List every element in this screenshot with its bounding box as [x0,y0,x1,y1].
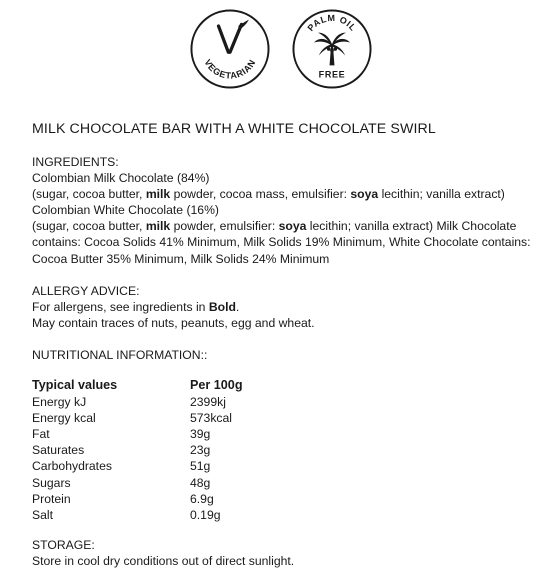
nutrient-label: Sugars [32,475,71,490]
table-row [32,491,243,507]
storage-section [32,537,552,569]
typical-values-header: Typical values [32,378,118,393]
allergy-text: For allergens, see ingredients in [32,299,209,314]
ingredients-heading: INGREDIENTS: [32,155,119,169]
nutrient-label: Protein [32,491,71,506]
ingredients-text: lecithin; vanilla extract) [378,187,505,202]
palm-oil-label: PALM OIL [305,13,359,34]
nutrient-value: 23g [190,443,211,458]
vegetarian-badge [189,8,271,90]
table-row [32,394,243,410]
nutrient-value: 573kcal [190,411,233,426]
palm-oil-free-badge [291,8,373,90]
table-row [32,458,243,474]
ingredients-section [32,154,552,267]
v-leaf-icon [219,19,249,52]
allergen-milk: milk [145,187,171,202]
product-title: MILK CHOCOLATE BAR WITH A WHITE CHOCOLATE SWIRL [32,121,436,137]
table-row [32,475,243,491]
nutrient-label: Saturates [32,443,85,458]
allergy-line: May contain traces of nuts, peanuts, egg and wheat. [32,315,315,330]
allergy-line [32,299,552,315]
allergen-soya: soya [278,219,307,234]
nutrient-value: 48g [190,475,211,490]
palm-tree-icon [314,33,350,66]
nutrient-value: 51g [190,459,211,474]
free-label: FREE [318,69,346,80]
ingredients-text: lecithin; vanilla extract) Milk Chocolate [306,219,517,234]
ingredients-line: contains: Cocoa Solids 41% Minimum, Milk Solids 19% Minimum, White Chocolate contains: [32,235,531,250]
ingredients-text: powder, emulsifier: [170,219,279,234]
nutrient-label: Carbohydrates [32,459,112,474]
nutrient-label: Energy kcal [32,411,96,426]
nutrition-heading: NUTRITIONAL INFORMATION:: [32,347,208,362]
svg-text:VEGETARIAN [202,58,257,81]
table-row [32,507,243,523]
nutrient-value: 2399kj [190,395,226,410]
table-row [32,410,243,426]
allergy-heading: ALLERGY ADVICE: [32,283,140,298]
allergen-milk: milk [145,219,171,234]
nutrition-section [32,347,552,523]
bold-word: Bold [208,299,236,314]
table-row [32,442,243,458]
nutrient-label: Energy kJ [32,395,87,410]
nutrient-value: 6.9g [190,491,214,506]
allergy-text: . [235,299,240,314]
ingredients-text: (sugar, cocoa butter, [32,219,146,234]
ingredients-text: (sugar, cocoa butter, [32,187,146,202]
ingredients-text: powder, cocoa mass, emulsifier: [170,187,351,202]
per-100g-header: Per 100g [190,378,243,393]
ingredients-line [32,186,552,202]
vegetarian-badge-graphic [189,8,271,90]
ingredients-line: Cocoa Butter 35% Minimum, Milk Solids 24% Minimum [32,251,330,266]
nutrition-table [32,377,243,523]
nutrient-label: Fat [32,427,50,442]
nutrient-value: 0.19g [190,507,221,522]
nutrient-value: 39g [190,427,211,442]
nutrition-header-row [32,377,243,394]
palm-oil-badge-graphic [291,8,373,90]
certification-badges [0,8,560,98]
storage-heading: STORAGE: [32,537,95,552]
allergen-soya: soya [350,187,379,202]
nutrient-label: Salt [32,507,54,522]
allergy-section [32,283,552,331]
product-label-text [32,120,552,569]
ingredients-line [32,218,552,234]
table-row [32,426,243,442]
vegetarian-label: VEGETARIAN [202,57,258,81]
ingredients-line: Colombian White Chocolate (16%) [32,203,219,218]
storage-text: Store in cool dry conditions out of direct sunlight. [32,553,295,568]
ingredients-line: Colombian Milk Chocolate (84%) [32,171,210,186]
